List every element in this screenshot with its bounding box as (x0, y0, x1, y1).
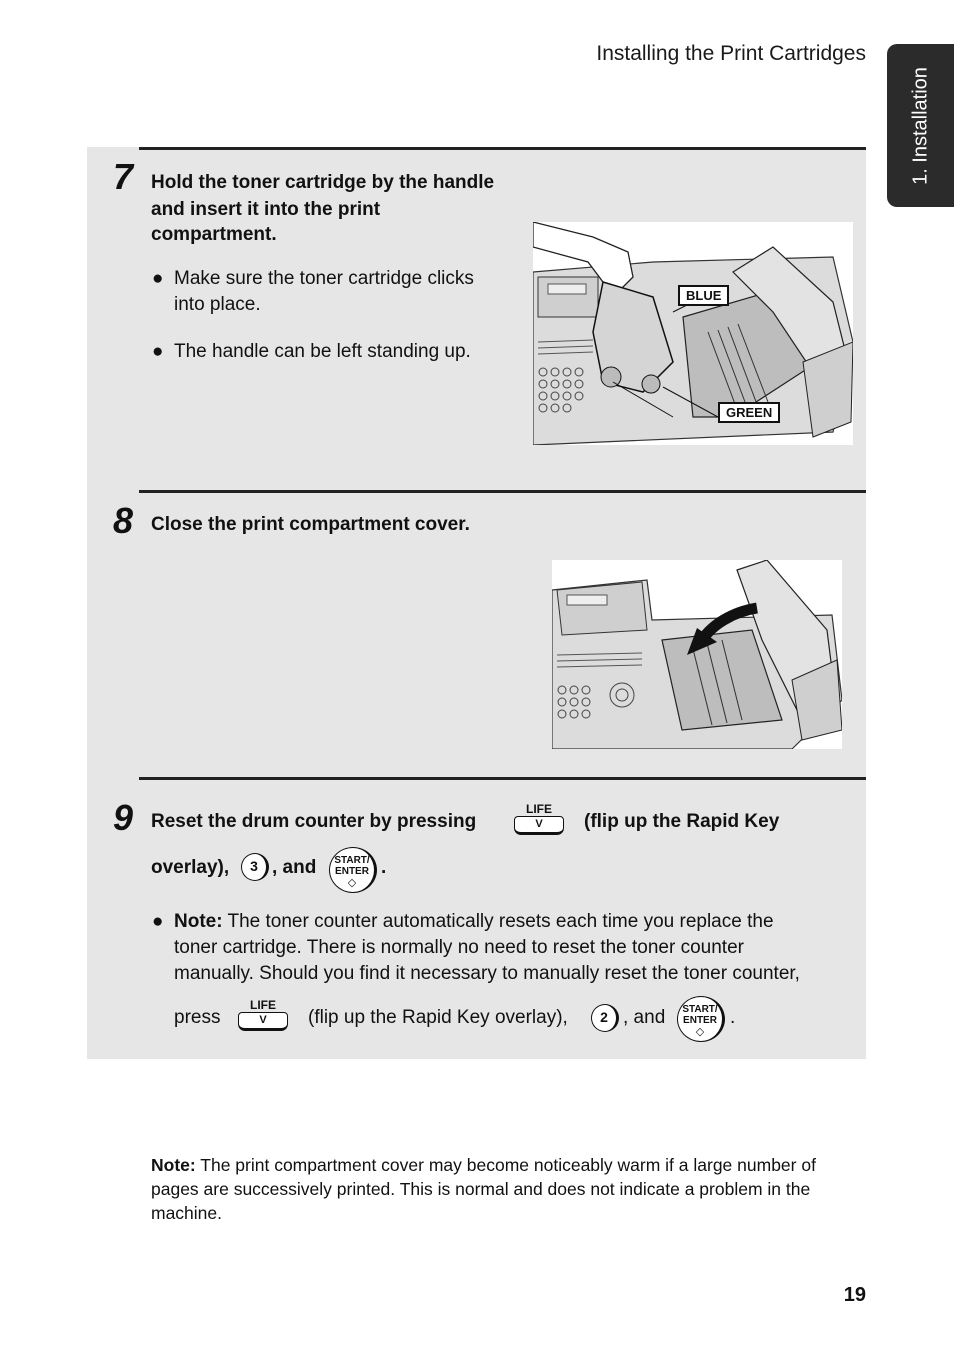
step-9-note (152, 909, 864, 987)
step-7-number: 7 (113, 156, 134, 197)
step-7-heading-line-2: and insert it into the print (151, 199, 381, 220)
page-number: 19 (843, 1284, 866, 1306)
section-tab (887, 44, 954, 207)
toner-insert-illustration (533, 222, 853, 445)
step-9-press-and: , and (623, 1007, 666, 1028)
step-9-rule (139, 777, 866, 780)
step-9-press-text: press (174, 1007, 221, 1028)
step-7-bullet-2-text: The handle can be left standing up. (174, 341, 471, 362)
key-2: 2 (591, 1004, 619, 1032)
start-key-label: START/ (334, 855, 370, 866)
step-9-press-overlay-text: (flip up the Rapid Key overlay), (308, 1007, 568, 1028)
step-7-bullet-1 (152, 266, 474, 318)
step-7-bullet-1-line-1: Make sure the toner cartridge clicks (174, 268, 474, 289)
blue-tag: BLUE (678, 285, 729, 306)
step-7-bullet-2 (152, 339, 471, 365)
step-9-heading-part-1: Reset the drum counter by pressing (151, 811, 477, 832)
page-header-title: Installing the Print Cartridges (596, 42, 866, 65)
step-9-heading-part-3: overlay), (151, 857, 230, 878)
step-8-heading: Close the print compartment cover. (151, 514, 470, 535)
life-key-2-label: LIFE (250, 998, 276, 1012)
start-diamond-icon: ◇ (695, 1026, 705, 1038)
step-8-number: 8 (113, 500, 134, 541)
step-9-heading-part-4: , and (272, 857, 317, 878)
footer-note-label: Note: (151, 1155, 196, 1175)
start-diamond-icon: ◇ (347, 877, 357, 889)
green-tag: GREEN (718, 402, 780, 423)
step-9-note-line-3: manually. Should you find it necessary to manually reset the toner counter, (174, 963, 800, 984)
enter-key-2-label: ENTER (683, 1015, 717, 1026)
step-9-press-period: . (730, 1007, 736, 1028)
life-key-label: LIFE (526, 802, 552, 816)
step-9-note-line-1: The toner counter automatically resets each time you replace the (227, 911, 774, 932)
bullet-dot-icon: ● (152, 341, 164, 362)
step-9-note-label: Note: (174, 911, 223, 932)
step-9-heading-part-5: . (381, 857, 387, 878)
close-cover-illustration (552, 560, 842, 749)
step-9-note-line-2: toner cartridge. There is normally no need to reset the toner counter (174, 937, 744, 958)
life-key-2-button: V (238, 1012, 288, 1031)
step-9-heading-part-2: (flip up the Rapid Key (584, 811, 780, 832)
step-7-heading-line-3: compartment. (151, 224, 277, 245)
start-enter-key (329, 847, 377, 893)
step-7-bullet-1-line-2: into place. (174, 294, 261, 315)
life-key-button: V (514, 816, 564, 835)
key-3: 3 (241, 853, 269, 881)
step-7-rule (139, 147, 866, 150)
fax-machine-cover-drawing (552, 560, 842, 749)
step-9-number: 9 (113, 797, 134, 838)
footer-note-text: The print compartment cover may become noticeably warm if a large number of pages are successively printed. This is normal and does not indicate a problem in the machine. (151, 1155, 816, 1223)
bullet-dot-icon: ● (152, 911, 164, 932)
section-tab-label: 1. Installation (909, 66, 931, 185)
step-8-rule (139, 490, 866, 493)
start-key-2-label: START/ (682, 1004, 718, 1015)
fax-machine-toner-drawing (533, 222, 853, 445)
bullet-dot-icon: ● (152, 268, 164, 289)
enter-key-label: ENTER (335, 866, 369, 877)
start-enter-key-2 (677, 996, 725, 1042)
life-key-2 (236, 998, 290, 1034)
footer-note (151, 1153, 851, 1225)
step-7-heading-line-1: Hold the toner cartridge by the handle (151, 172, 495, 193)
life-key (512, 802, 566, 838)
